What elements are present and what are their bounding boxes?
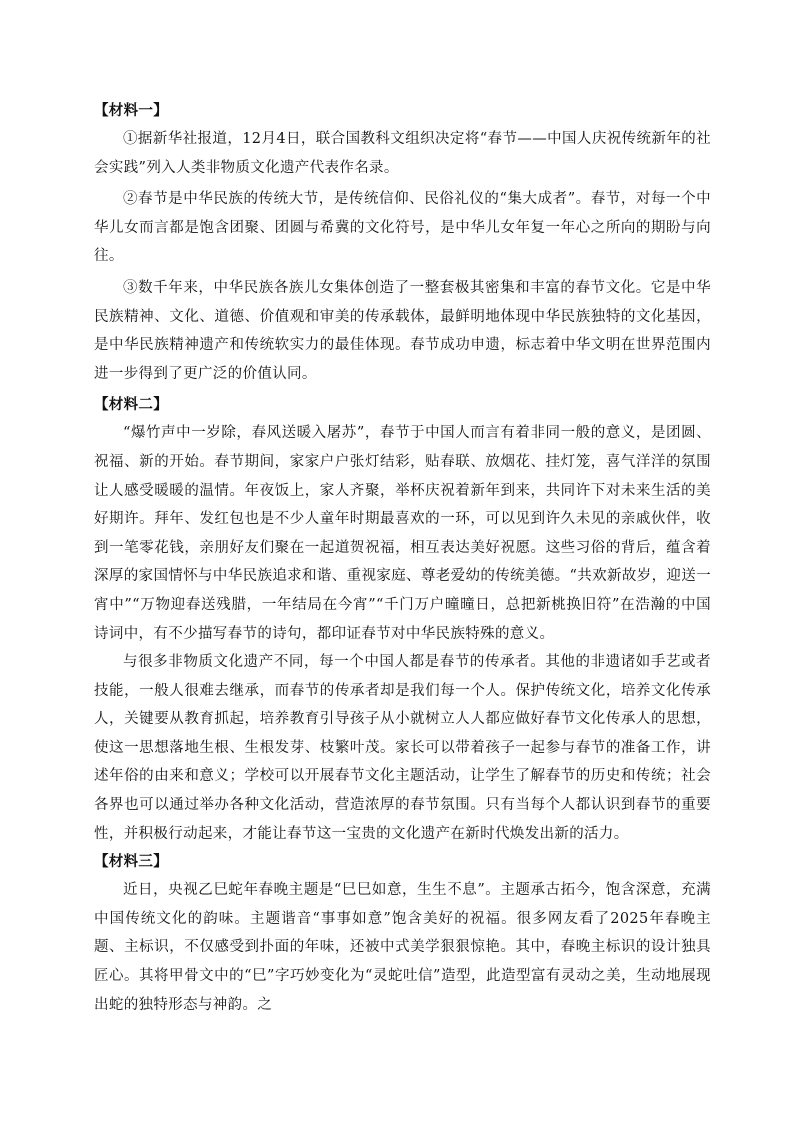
material-1-paragraph-3: ③数千年来，中华民族各族儿女集体创造了一整套极其密集和丰富的春节文化。它是中华民族精神、文化、道德、价值观和审美的传承载体，最鲜明地体现中华民族独特的文化基因，是中华民族精神遗产和传统软实力的最佳体现。春节成功申遗，标志着中华文明在世界范围内进一步得到了更广泛的价值认同。 [94, 279, 711, 382]
material-3-paragraph-1: 近日，央视乙巳蛇年春晚主题是“巳巳如意，生生不息”。主题承古拓今，饱含深意，充满中国传统文化的韵味。主题谐音“事事如意”饱含美好的祝福。很多网友看了2025年春晚主题、主标识，不仅感受到扑面的年味，还被中式美学狠狠惊艳。其中，春晚主标识的设计独具匠心。其将甲骨文中的“巳”字巧妙变化为“灵蛇吐信”造型，此造型富有灵动之美，生动地展现出蛇的独特形态与神韵。之 [94, 882, 711, 1013]
material-2-paragraph-1: “爆竹声中一岁除，春风送暖入屠苏”，春节于中国人而言有着非同一般的意义，是团圆、祝福、新的开始。春节期间，家家户户张灯结彩，贴春联、放烟花、挂灯笼，喜气洋洋的氛围让人感受暖暖的温情。年夜饭上，家人齐聚，举杯庆祝着新年到来，共同许下对未来生活的美好期许。拜年、发红包也是不少人童年时期最喜欢的一环，可以见到许久未见的亲戚伙伴，收到一笔零花钱，亲朋好友们聚在一起道贺祝福，相互表达美好祝愿。这些习俗的背后，蕴含着深厚的家国情怀与中华民族追求和谐、重视家庭、尊老爱幼的传统美德。“共欢新故岁，迎送一宵中”“万物迎春送残腊，一年结局在今宵”“千门万户曈曈日，总把新桃换旧符”在浩瀚的中国诗词中，有不少描写春节的诗句，都印证春节对中华民族特殊的意义。 [94, 425, 711, 642]
material-2-heading: 【材料二】 [94, 397, 168, 414]
material-2-paragraph-2: 与很多非物质文化遗产不同，每一个中国人都是春节的传承者。其他的非遗诸如手艺或者技能，一般人很难去继承，而春节的传承者却是我们每一个人。保护传统文化，培养文化传承人，关键要从教育抓起，培养教育引导孩子从小就树立人人都应做好春节文化传承人的思想，使这一思想落地生根、生根发芽、枝繁叶茂。家长可以带着孩子一起参与春节的准备工作，讲述年俗的由来和意义；学校可以开展春节文化主题活动，让学生了解春节的历史和传统；社会各界也可以通过举办各种文化活动，营造浓厚的春节氛围。只有当每个人都认识到春节的重要性，并积极行动起来，才能让春节这一宝贵的文化遗产在新时代焕发出新的活力。 [94, 654, 711, 842]
document-body [94, 97, 711, 1019]
material-1-paragraph-1: ①据新华社报道，12月4日，联合国教科文组织决定将“春节——中国人庆祝传统新年的社会实践”列入人类非物质文化遗产代表作名录。 [94, 131, 711, 176]
material-2-section [94, 391, 711, 848]
material-1-section [94, 97, 711, 388]
material-1-heading: 【材料一】 [94, 103, 168, 119]
material-3-heading: 【材料三】 [94, 854, 168, 871]
material-3-section [94, 848, 711, 1019]
material-1-paragraph-2: ②春节是中华民族的传统大节，是传统信仰、民俗礼仪的“集大成者”。春节，对每一个中华儿女而言都是饱含团聚、团圆与希冀的文化符号，是中华儿女年复一年心之所向的期盼与向往。 [94, 191, 711, 265]
